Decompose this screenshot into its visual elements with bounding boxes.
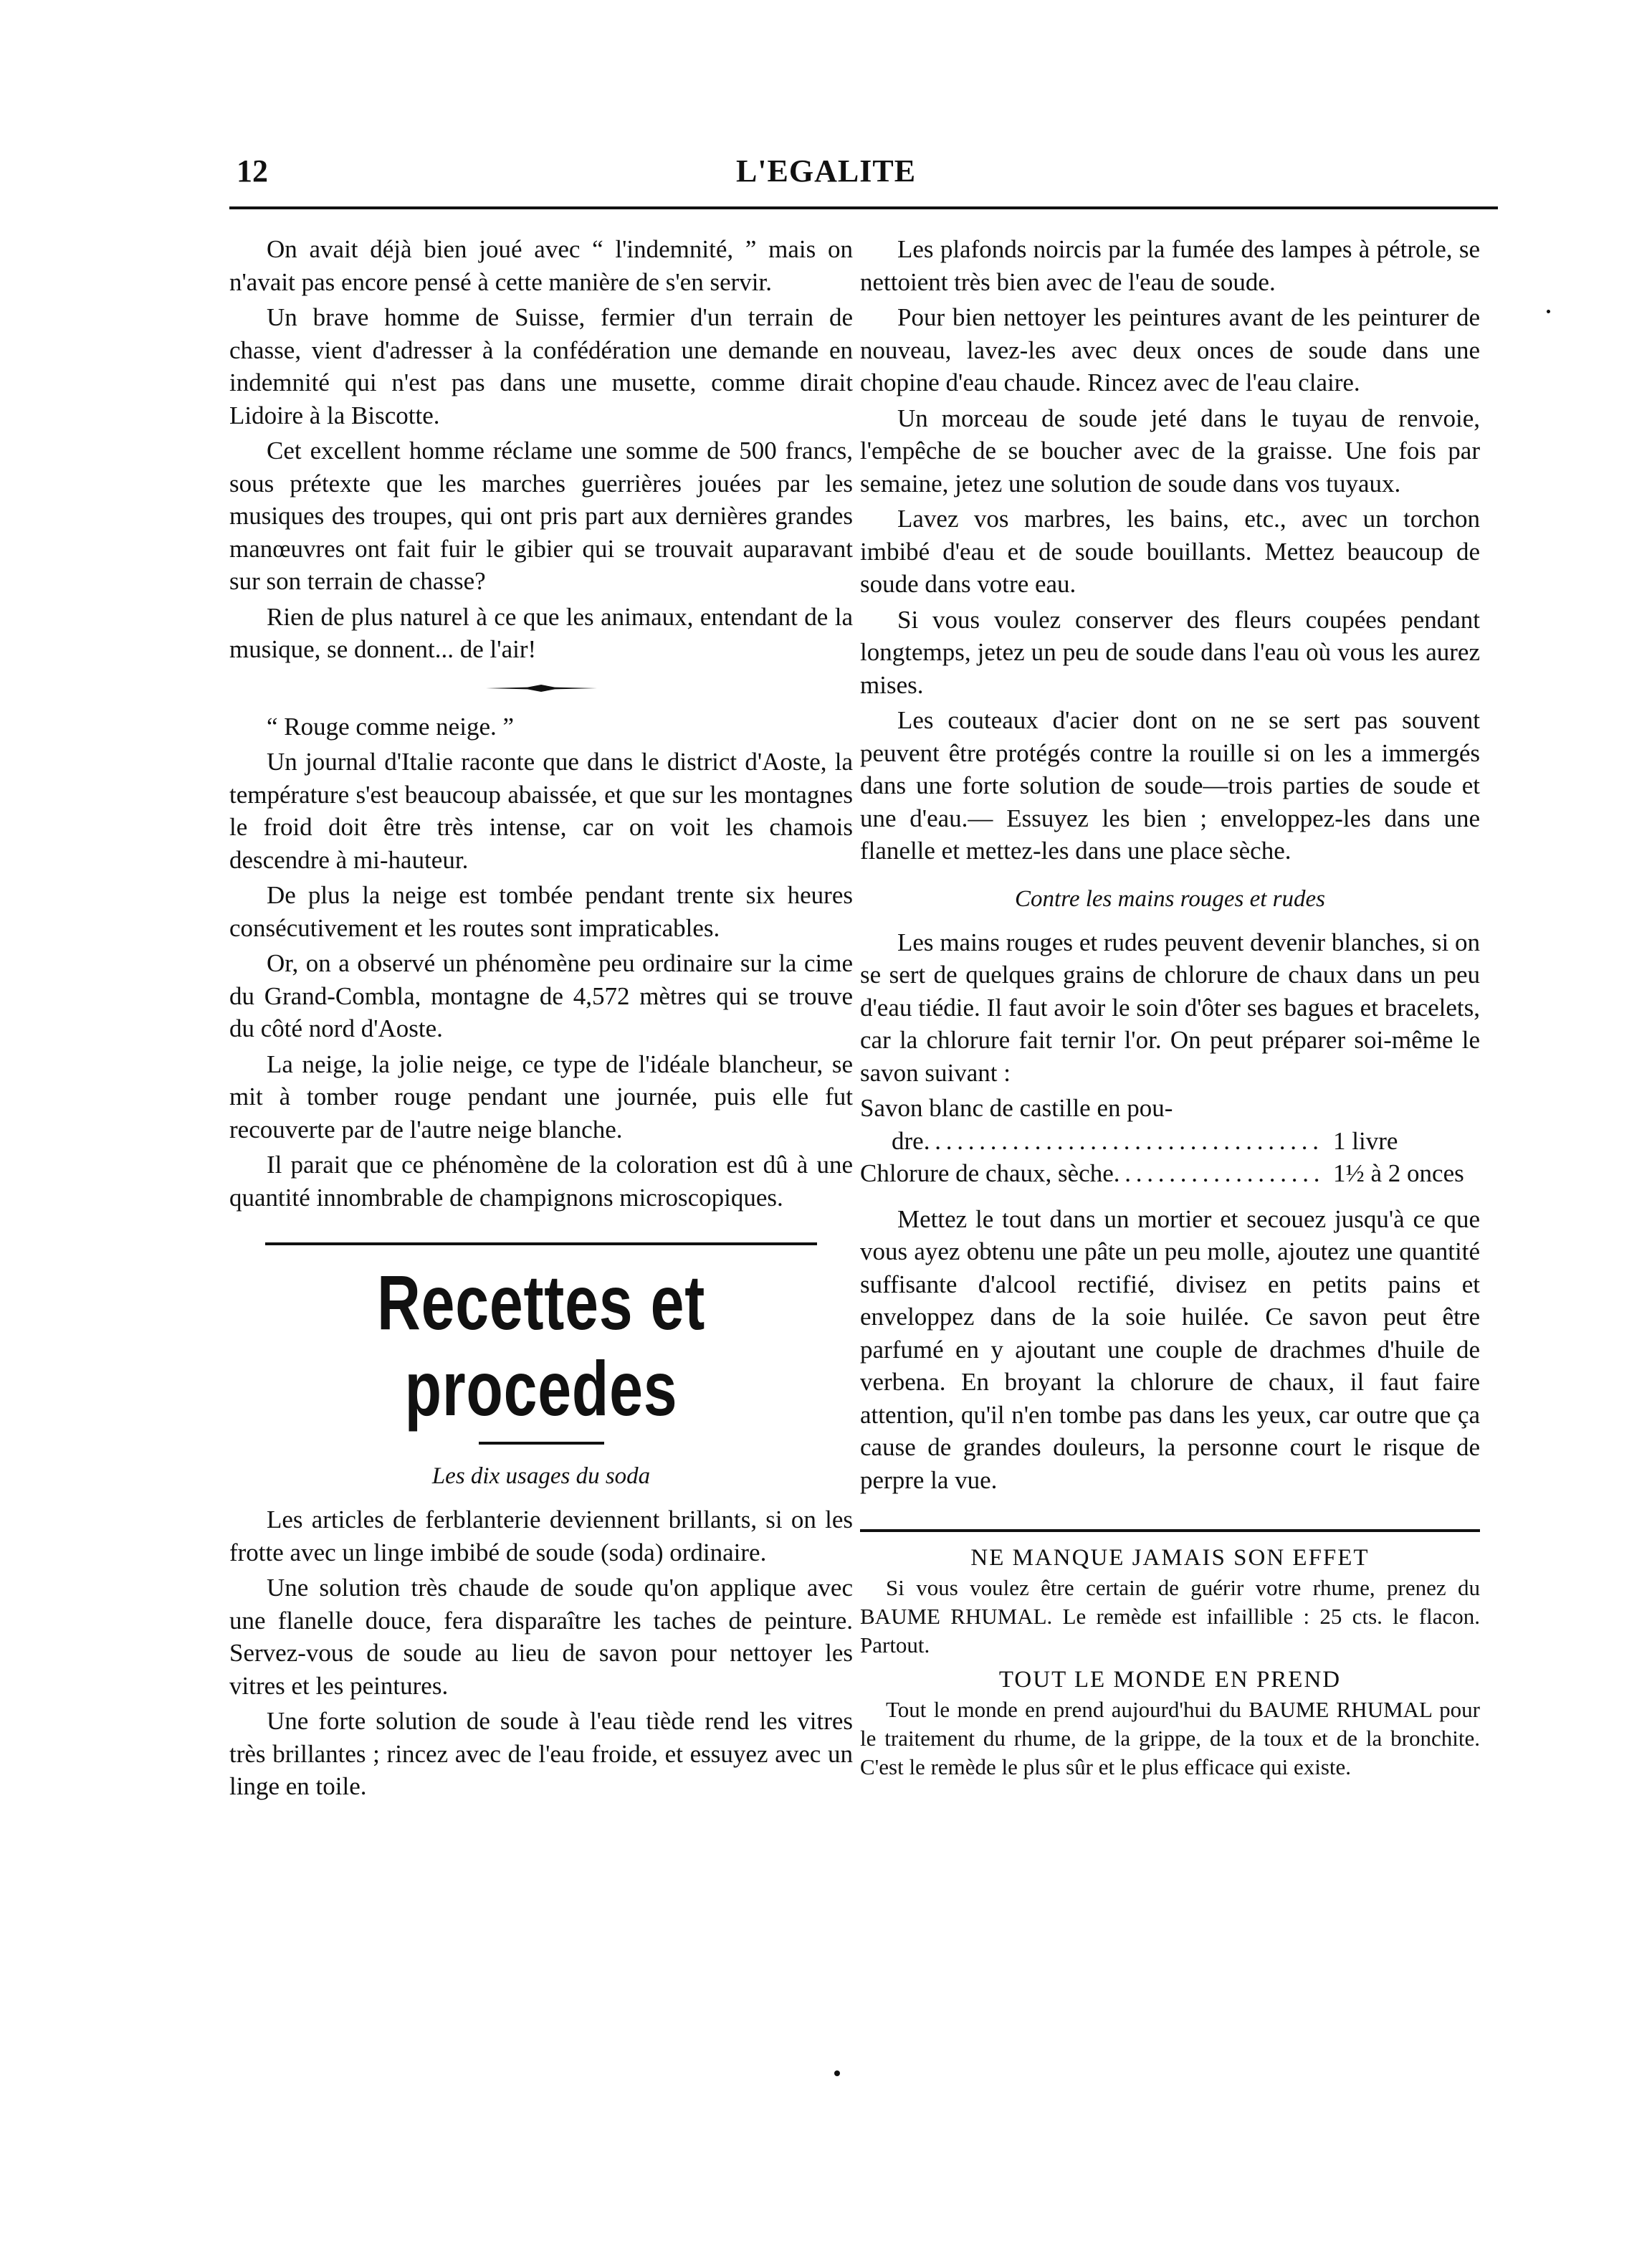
paragraph: Cet excellent homme réclame une somme de 500 francs, sous prétexte que les marches guerrières jouées par les musiques des troupes, qui ont pris part aux dernières grandes manœuvres ont fait fuir le gibier qui se trouvait auparavant sur son terrain de chasse?: [229, 437, 853, 595]
paragraph: Les mains rouges et rudes peuvent devenir blanches, si on se sert de quelques grains de chlorure de chaux dans un peu d'eau tiédie. Il faut avoir le soin d'ôter ses bagues et bracelets, car la chlorure fait ternir l'or. On peut préparer soi-même le savon suivant :: [860, 928, 1480, 1087]
paragraph: Un morceau de soude jeté dans le tuyau de renvoie, l'empêche de se boucher avec de la graisse. Une fois par semaine, jetez une solution de soude dans vos tuyaux.: [860, 404, 1480, 498]
article-usages-soda-continued: [860, 233, 1480, 867]
advertisement: [860, 1529, 1480, 1782]
printer-mark: [834, 2070, 840, 2076]
page-number: 12: [237, 153, 268, 189]
subheading: Les dix usages du soda: [431, 1463, 651, 1489]
ad-text: Tout le monde en prend aujourd'hui du BAUME RHUMAL pour le traitement du rhume, de la grippe, de la toux et de la bronchite. C'est le remède le plus sûr et le plus efficace qui existe.: [860, 1697, 1480, 1779]
paragraph: Or, on a observé un phénomène peu ordinaire sur la cime du Grand-Combla, montagne de 4,572 mètres qui se trouve du côté nord d'Aoste.: [229, 949, 853, 1042]
subheading: Contre les mains rouges et rudes: [1015, 885, 1325, 912]
paragraph: Rien de plus naturel à ce que les animaux, entendant de la musique, se donnent... de l'air!: [229, 602, 853, 663]
paragraph: Il parait que ce phénomène de la coloration est dû à une quantité innombrable de champignons microscopiques.: [229, 1151, 853, 1212]
section-rule: [265, 1242, 817, 1245]
recipe-list: [860, 1092, 1480, 1190]
paragraph: Mettez le tout dans un mortier et secouez jusqu'à ce que vous ayez obtenu une pâte un peu molle, ajoutez une quantité suffisante d'alcool rectifié, divisez en petits pains et enveloppez dans de la soie huilée. Ce savon peut être parfumé en y ajoutant une couple de drachmes d'huile de verbena. En broyant la chlorure de chaux, il faut faire attention, qu'il n'en tombe pas dans les yeux, car outre que ça cause de grandes douleurs, la personne court le risque de perpre la vue.: [860, 1204, 1480, 1494]
paragraph: Pour bien nettoyer les peintures avant de les peinturer de nouveau, lavez-les avec deux onces de soude dans une chopine d'eau chaude. Rincez avec de l'eau claire.: [860, 303, 1480, 396]
recipe-line: [860, 1157, 1480, 1190]
paragraph: La neige, la jolie neige, ce type de l'idéale blancheur, se mit à tomber rouge pendant une journée, puis elle fut recouverte par de l'autre neige blanche.: [229, 1050, 853, 1143]
paragraph: Si vous voulez conserver des fleurs coupées pendant longtemps, jetez un peu de soude dans l'eau où vous les aurez mises.: [860, 605, 1480, 699]
ad-text: Si vous voulez être certain de guérir votre rhume, prenez du BAUME RHUMAL. Le remède est infaillible : 25 cts. le flacon. Partout.: [860, 1575, 1480, 1658]
dot-leader: [1114, 1157, 1320, 1190]
article-usages-soda: [229, 1503, 853, 1803]
paragraph: Un journal d'Italie raconte que dans le district d'Aoste, la température s'est beaucoup abaissée, et que sur les montagnes le froid doit être très intense, car on voit les chamois descendre à mi-hauteur.: [229, 748, 853, 874]
header-rule: [229, 206, 1498, 209]
journal-title: L'EGALITE: [735, 153, 917, 189]
right-column: [860, 233, 1480, 1782]
paragraph: Une forte solution de soude à l'eau tiède rend les vitres très brillantes ; rincez avec de l'eau froide, et essuyez avec un linge en toile.: [229, 1707, 853, 1800]
article-mains-rouges: [860, 926, 1480, 1497]
paragraph: Les articles de ferblanterie deviennent brillants, si on les frotte avec un linge imbibé de soude (soda) ordinaire.: [229, 1506, 853, 1566]
article-indemnite: [229, 233, 853, 666]
paragraph: Lavez vos marbres, les bains, etc., avec un torchon imbibé d'eau et de soude bouillants. Mettez beaucoup de soude dans votre eau.: [860, 505, 1480, 598]
paragraph: Les couteaux d'acier dont on ne se sert pas souvent peuvent être protégés contre la rouille si on les a immergés dans une forte solution de soude—trois parties de soude et une d'eau.— Essuyez les bien ; enveloppez-les dans une flanelle et mettez-les dans une place sèche.: [860, 706, 1480, 865]
paragraph: Un brave homme de Suisse, fermier d'un terrain de chasse, vient d'adresser à la confédération une demande en indemnité qui n'est pas dans une musette, comme dirait Lidoire à la Biscotte.: [229, 303, 853, 429]
ad-heading: TOUT LE MONDE EN PREND: [998, 1667, 1342, 1693]
section-divider-ornament: [486, 685, 597, 692]
dot-leader: [924, 1125, 1320, 1158]
paragraph: On avait déjà bien joué avec “ l'indemnité, ” mais on n'avait pas encore pensé à cette manière de s'en servir.: [229, 235, 853, 296]
left-column: [229, 233, 853, 1806]
title-underline: [479, 1442, 604, 1445]
recipe-line: [860, 1125, 1480, 1158]
paragraph: De plus la neige est tombée pendant trente six heures consécutivement et les routes sont impraticables.: [229, 881, 853, 942]
printer-mark: [1547, 310, 1550, 313]
recipe-line: Savon blanc de castille en pou-: [860, 1094, 1173, 1122]
recipe-quantity: 1½ à 2 onces: [1333, 1159, 1464, 1187]
paragraph: Une solution très chaude de soude qu'on applique avec une flanelle douce, fera disparaître les taches de peinture. Servez-vous de soude au lieu de savon pour nettoyer les vitres et les peintures.: [229, 1574, 853, 1700]
recipe-item: Chlorure de chaux, sèche: [860, 1159, 1114, 1187]
article-rouge-comme-neige: [229, 710, 853, 1214]
recipe-item: dre: [892, 1126, 924, 1155]
paragraph: Les plafonds noircis par la fumée des lampes à pétrole, se nettoient très bien avec de l'eau de soude.: [860, 235, 1480, 296]
recipe-quantity: 1 livre: [1333, 1126, 1398, 1155]
paragraph: “ Rouge comme neige. ”: [267, 712, 515, 741]
section-title: Recettes et procedes: [376, 1259, 706, 1432]
ad-heading: NE MANQUE JAMAIS SON EFFET: [970, 1545, 1370, 1571]
